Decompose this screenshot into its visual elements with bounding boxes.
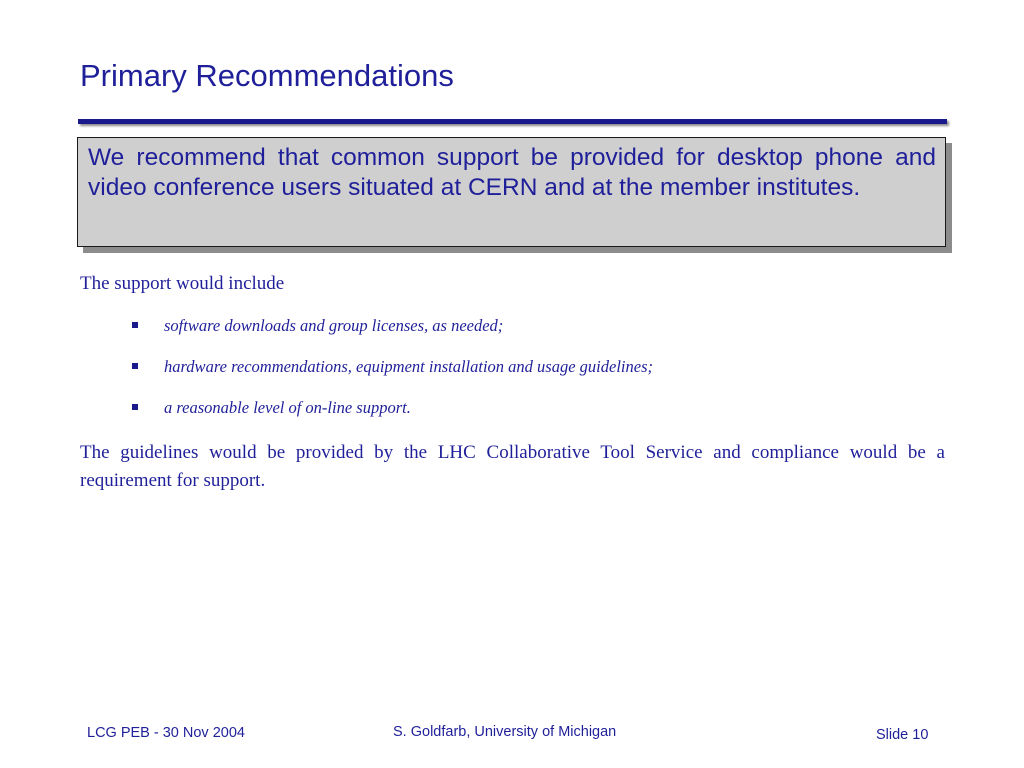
bullet-text: software downloads and group licenses, as needed; [164, 316, 504, 335]
square-bullet-icon [132, 404, 138, 410]
slide-number: Slide 10 [876, 727, 929, 743]
support-bullet-list [132, 316, 832, 439]
intro-text: The support would include [80, 273, 285, 294]
bullet-text: hardware recommendations, equipment installation and usage guidelines; [164, 357, 653, 376]
footer-author: S. Goldfarb, University of Michigan [393, 724, 617, 740]
recommendation-box [77, 137, 946, 247]
square-bullet-icon [132, 322, 138, 328]
bullet-item [132, 357, 832, 398]
bullet-item [132, 398, 832, 439]
footer-date: LCG PEB - 30 Nov 2004 [87, 725, 245, 741]
title-rule [78, 119, 947, 124]
bullet-text: a reasonable level of on-line support. [164, 398, 411, 417]
bullet-item [132, 316, 832, 357]
slide-title: Primary Recommendations [80, 58, 454, 93]
square-bullet-icon [132, 363, 138, 369]
recommendation-text: We recommend that common support be provided for desktop phone and video conference users situated at CERN and at the member institutes. [88, 144, 936, 201]
closing-paragraph: The guidelines would be provided by the LHC Collaborative Tool Service and compliance would be a requirement for support. [80, 442, 945, 491]
